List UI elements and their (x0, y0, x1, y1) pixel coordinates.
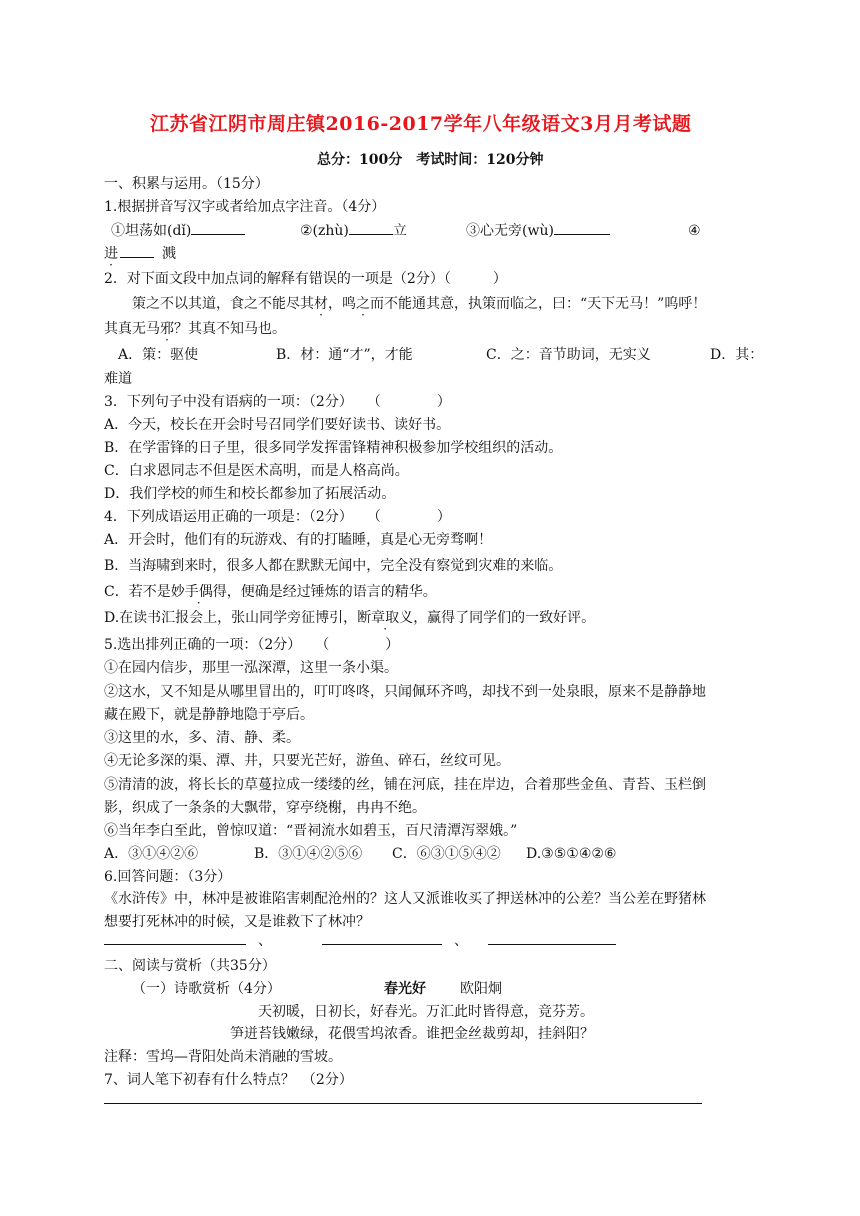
q4-option-b (104, 559, 562, 573)
q1-item-4-marker: ④ (688, 223, 701, 239)
q5-option-b: B．③①④②⑤⑥ (254, 846, 363, 862)
q3-option-b: B．在学雷锋的日子里，很多同学发挥雷锋精神积极参加学校组织的活动。 (104, 440, 563, 456)
page-title: 江苏省江阴市周庄镇2016-2017学年八年级语文3月月考试题 (150, 113, 692, 135)
q2-passage-line-1 (132, 297, 706, 311)
q2-text: ？其真不知马也。 (174, 321, 286, 337)
q4-stem: 4．下列成语运用正确的一项是：（2分） （ ） (104, 509, 451, 525)
q5-stem: 5.选出排列正确的一项：（2分） （ ） (104, 637, 400, 653)
q2-text: 而不能通其意，执策而临之，曰：“天下无马！”呜呼！ (370, 296, 707, 312)
q5-line-5-cont: 影，织成了一条条的大飘带，穿亭绕榭，冉冉不绝。 (104, 800, 426, 816)
q4-text: 啊！ (464, 532, 493, 548)
answer-blank[interactable] (191, 233, 245, 235)
poem-line-2: 笋迸苔钱嫩绿，花偎雪坞浓香。谁把金丝裁剪却，挂斜阳？ (230, 1026, 594, 1042)
q4-text: B．当海啸到来时，很多人都在 (104, 558, 297, 574)
q2-option-d: D．其： (710, 347, 764, 363)
q3-stem: 3．下列句子中没有语病的一项：（2分） （ ） (104, 394, 451, 410)
q2-passage-line-2 (104, 322, 286, 336)
q5-option-d: D.③⑤①④②⑥ (526, 846, 617, 862)
q5-option-c: C．⑥③①⑤④② (392, 846, 501, 862)
poetry-subheading: （一）诗歌赏析（4分） (132, 981, 281, 997)
q4-text: ，赢得了同学们的一致好评。 (413, 610, 596, 626)
section-2-heading: 二、阅读与赏析（共35分） (104, 958, 276, 974)
answer-line-2[interactable] (322, 944, 442, 945)
q1-item-1 (111, 224, 245, 238)
q1-item-2-tail: 立 (392, 223, 407, 239)
q6-separator: 、 (258, 933, 272, 949)
q5-line-5: ⑤清清的波，将长长的草蔓拉成一缕缕的丝，铺在河底，挂在岸边，合着那些金鱼、青苔、玉栏倒 (104, 777, 706, 793)
q5-line-2: ②这水，又不知是从哪里冒出的，叮叮咚咚，只闻佩环齐鸣，却找不到一处泉眼，原来不是静静地 (104, 684, 706, 700)
poem-author: 欧阳炯 (460, 981, 502, 997)
q1-item-1-text: ①坦荡如(dǐ) (111, 223, 192, 239)
q2-text: 策之不以其道，食之不能尽其 (132, 296, 314, 312)
q4-idiom: 默默无闻 (296, 558, 353, 574)
q3-option-a: A．今天，校长在开会时号召同学们要好读书、读好书。 (104, 417, 451, 433)
q1-item-2 (300, 224, 407, 238)
q5-line-2-cont: 藏在殿下，就是静静地隐于亭后。 (104, 707, 314, 723)
q3-option-c: C．白求恩同志不但是医术高明，而是人格高尚。 (104, 463, 409, 479)
q4-text: D.在读书汇报会上，张山同学旁征博引， (104, 610, 358, 626)
q5-line-3: ③这里的水，多、清、静、柔。 (104, 730, 300, 746)
poem-note: 注释：雪坞—背阳处尚未消融的雪坡。 (104, 1049, 342, 1065)
q2-stem: 2．对下面文段中加点词的解释有错误的一项是（2分）（ ） (104, 271, 507, 287)
q4-text: ，便确是经过锤炼的语言的精华。 (226, 584, 437, 600)
q1-item-2-text: ②(zhù) (300, 223, 349, 239)
poem-title: 春光好 (384, 981, 426, 997)
q1-item-3 (466, 224, 610, 238)
q2-text: 其真无马 (104, 321, 160, 337)
q2-option-a: A．策：驱使 (118, 347, 199, 363)
poem-line-1: 天初暖，日初长，好春光。万汇此时皆得意，竞芬芳。 (258, 1004, 594, 1020)
q2-dotted-word: 邪 (160, 321, 174, 337)
q7-stem: 7、词人笔下初春有什么特点？ （2分） (104, 1072, 353, 1088)
answer-line-1[interactable] (104, 944, 246, 945)
q6-stem: 6.回答问题：（3分） (104, 869, 232, 885)
q1-item-4 (104, 247, 176, 261)
q5-option-a: A．③①④②⑥ (104, 846, 199, 862)
answer-line-3[interactable] (488, 944, 616, 945)
q4-text: 中，完全没有察觉到灾难的来临。 (352, 558, 563, 574)
q4-idiom-dotted: 妙手偶得 (170, 584, 227, 600)
q4-text: C．若不是 (104, 584, 171, 600)
q4-text: A．开会时，他们有的玩游戏、有的打瞌睡，真是 (104, 532, 409, 548)
q2-option-d-cont: 难道 (104, 371, 132, 387)
q5-line-4: ④无论多深的渠、潭、井，只要光芒好，游鱼、碎石，丝纹可见。 (104, 753, 510, 769)
q2-option-c: C．之：音节助词，无实义 (486, 347, 651, 363)
q1-item-4-tail: 溅 (162, 246, 176, 262)
q2-option-b: B．材：通“才”，才能 (276, 347, 413, 363)
q1-item-4-dotted-char: 进 (104, 246, 118, 262)
q5-line-6: ⑥当年李白至此，曾惊叹道：“晋祠流水如碧玉，百尺清潭泻翠娥。” (104, 823, 518, 839)
q6-separator: 、 (454, 933, 468, 949)
q2-dotted-word: 之 (356, 296, 370, 312)
q5-line-1: ①在园内信步，那里一泓深潭，这里一条小渠。 (104, 660, 398, 676)
q4-option-d (104, 611, 595, 625)
answer-line-q7[interactable] (104, 1103, 702, 1104)
answer-blank[interactable] (120, 256, 154, 258)
q4-idiom-dotted: 断章取义 (357, 610, 414, 626)
section-1-heading: 一、积累与运用。（15分） (104, 176, 269, 192)
q6-line-2: 想要打死林冲的时候，又是谁救下了林冲？ (104, 914, 370, 930)
q2-text: ，鸣 (328, 296, 356, 312)
answer-blank[interactable] (554, 233, 610, 235)
q1-item-3-text: ③心无旁(wù) (466, 223, 554, 239)
exam-meta: 总分：100分 考试时间：120分钟 (317, 152, 544, 168)
q1-stem: 1.根据拼音写汉字或者给加点字注音。（4分） (104, 199, 386, 215)
q4-option-c (104, 585, 437, 599)
q3-option-d: D．我们学校的师生和校长都参加了拓展活动。 (104, 486, 396, 502)
q6-line-1: 《水浒传》中，林冲是被谁陷害刺配沧州的？这人又派谁收买了押送林冲的公差？当公差在野猪林 (104, 891, 706, 907)
q4-idiom: 心无旁骛 (408, 532, 465, 548)
q2-dotted-word: 材 (314, 296, 328, 312)
q4-option-a (104, 533, 492, 547)
answer-blank[interactable] (349, 233, 393, 235)
